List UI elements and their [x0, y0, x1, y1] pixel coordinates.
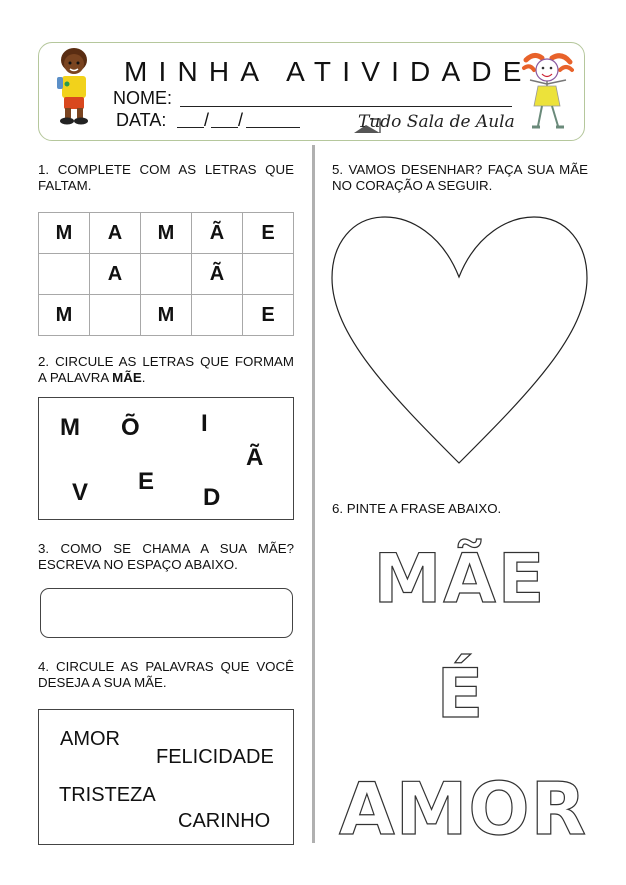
scatter-letter[interactable]: V	[72, 479, 89, 506]
scatter-letter[interactable]: M	[60, 414, 80, 441]
grid-cell-blank[interactable]	[192, 295, 243, 336]
date-month-field[interactable]	[211, 127, 238, 128]
grid-cell-blank[interactable]	[243, 254, 294, 295]
word-option[interactable]: AMOR	[60, 728, 120, 750]
girl-character-icon	[520, 50, 574, 132]
grid-cell: E	[243, 295, 294, 336]
scatter-letter[interactable]: Õ	[121, 414, 140, 441]
heart-outline-icon[interactable]	[330, 214, 590, 466]
grid-cell: A	[90, 213, 141, 254]
question-2-keyword: MÃE	[112, 370, 142, 385]
scatter-letter[interactable]: E	[138, 468, 155, 495]
question-4-text: 4. CIRCULE AS PALAVRAS QUE VOCÊ DESEJA A SUA MÃE.	[38, 659, 294, 690]
scatter-letter[interactable]: D	[203, 484, 221, 511]
grid-cell: M	[141, 213, 192, 254]
name-label: NOME:	[113, 88, 173, 108]
word-option[interactable]: TRISTEZA	[59, 784, 156, 806]
grid-cell-blank[interactable]	[39, 254, 90, 295]
question-2-text	[38, 354, 294, 386]
page-title: MINHA ATIVIDADE	[124, 56, 533, 87]
word-option[interactable]: CARINHO	[178, 810, 271, 832]
date-label: DATA:	[116, 110, 167, 130]
scatter-letter[interactable]: I	[201, 410, 208, 437]
grid-cell: E	[243, 213, 294, 254]
words-box	[38, 709, 294, 845]
grid-cell: Ã	[192, 254, 243, 295]
grid-cell: M	[39, 213, 90, 254]
grid-cell-blank[interactable]	[90, 295, 141, 336]
name-field[interactable]	[180, 106, 512, 107]
column-divider	[312, 145, 315, 843]
coloring-word-e[interactable]: É	[436, 655, 484, 734]
question-2-suffix: .	[141, 370, 146, 385]
grid-cell: M	[39, 295, 90, 336]
date-day-field[interactable]	[177, 127, 204, 128]
coloring-word-mae[interactable]: MÃE	[373, 540, 547, 619]
question-3-text: 3. COMO SE CHAMA A SUA MÃE? ESCREVA NO ESPAÇO ABAIXO.	[38, 541, 294, 572]
grid-cell: M	[141, 295, 192, 336]
question-5-text: 5. VAMOS DESENHAR? FAÇA SUA MÃE NO CORAÇÃO A SEGUIR.	[332, 162, 588, 193]
word-option[interactable]: FELICIDADE	[156, 746, 274, 768]
boy-character-icon	[52, 46, 96, 128]
question-6-text: 6. PINTE A FRASE ABAIXO.	[332, 501, 502, 516]
question-2-prefix: 2. CIRCULE AS LETRAS QUE FORMAM A PALAVRA	[38, 354, 294, 385]
brand-logo: Tudo Sala de Aula	[358, 112, 515, 132]
grid-cell: A	[90, 254, 141, 295]
letters-grid	[38, 212, 294, 336]
mother-name-input[interactable]	[40, 588, 293, 638]
question-1-text: 1. COMPLETE COM AS LETRAS QUE FALTAM.	[38, 162, 294, 193]
date-year-field[interactable]	[246, 127, 300, 128]
letters-scatter-box	[38, 397, 294, 520]
date-separator: /	[238, 110, 244, 130]
date-separator: /	[204, 110, 210, 130]
grid-cell-blank[interactable]	[141, 254, 192, 295]
coloring-word-amor[interactable]: AMOR	[338, 767, 588, 851]
grid-cell: Ã	[192, 213, 243, 254]
scatter-letter[interactable]: Ã	[246, 444, 264, 471]
